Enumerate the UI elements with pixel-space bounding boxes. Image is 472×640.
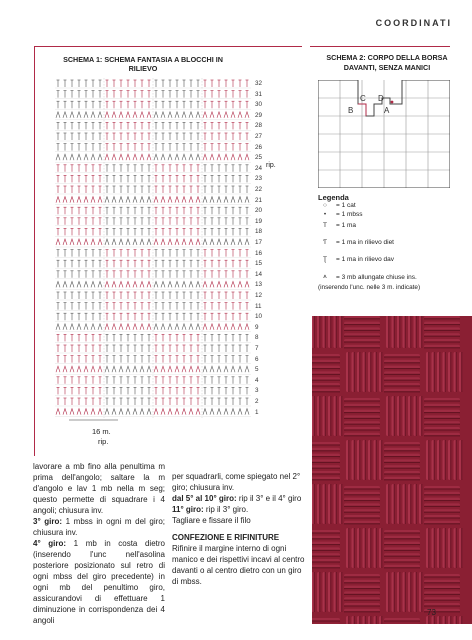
row-label: 16 (255, 249, 263, 257)
schema2-grid (318, 80, 450, 188)
legend-title: Legenda (318, 193, 349, 202)
frame-left (34, 46, 35, 456)
schema1-chart (55, 78, 251, 428)
schema1-title: SCHEMA 1: SCHEMA FANTASIA A BLOCCHI IN RILIEVO (63, 55, 223, 73)
row-label: 30 (255, 101, 263, 109)
schema2-letter-a: A (384, 106, 390, 115)
fabric-texture (312, 316, 472, 624)
row-label: 12 (255, 292, 263, 299)
row-label: 10 (255, 313, 263, 321)
row-label: 17 (255, 239, 263, 246)
row-label: 4 (255, 376, 259, 384)
legend-item: ⩚ = 3 mb allungate chiuse ins. (318, 273, 417, 281)
legend-item: Ƭ = 1 ma in rilievo diet (318, 239, 394, 246)
row-label: 27 (255, 133, 263, 140)
legend-item: T = 1 ma (318, 222, 356, 229)
row-label: 28 (255, 122, 263, 130)
row-label: 31 (255, 90, 263, 98)
schema1-bottom-rip: rip. (98, 437, 109, 446)
row-label: 5 (255, 366, 259, 374)
row-label: 24 (255, 164, 263, 172)
body-column-2: per squadrarli, come spiegato nel 2° giro; chiusura inv. dal 5° al 10° giro: rip il 3° e il 4° giro 11° giro: rip il 3° giro. Tagliare e fissare il filo CONFEZIONE E RIFINITURE Rifinire il margine interno di ogni manico e dei rispettivi incavi al centro davanti o al centro dietro con un giro di mbss. (172, 471, 307, 587)
row-label: 11 (255, 302, 262, 310)
legend-note: (inserendo l'unc. nelle 3 m. indicate) (318, 284, 421, 291)
row-label: 21 (255, 196, 263, 204)
row-label: 18 (255, 228, 263, 236)
legend-item: • = 1 mbss (318, 211, 363, 218)
legend-item: ○ = 1 cat (318, 202, 356, 209)
schema1-rip-right: rip. (266, 162, 276, 169)
section-header: COORDINATI (375, 18, 452, 28)
row-label: 13 (255, 281, 263, 289)
legend-item: Ʈ = 1 ma in rilievo dav (318, 256, 394, 263)
slip-stitch-icon: • (323, 211, 327, 218)
schema2-title: SCHEMA 2: CORPO DELLA BORSA DAVANTI, SENZA MANICI (326, 53, 448, 72)
back-post-icon: Ʈ (323, 256, 327, 263)
row-label: 3 (255, 387, 259, 395)
frame-top-left (34, 46, 302, 47)
row-label: 22 (255, 186, 263, 193)
row-label: 29 (255, 111, 263, 119)
row-label: 1 (255, 408, 259, 416)
row-label: 14 (255, 270, 263, 278)
fabric-photo (312, 316, 472, 624)
schema2-letter-b: B (348, 106, 354, 115)
row-label: 26 (255, 143, 263, 151)
row-label: 2 (255, 398, 259, 405)
page-number: 73 (427, 608, 436, 617)
row-label: 25 (255, 154, 263, 162)
schema2-letter-d: D (378, 94, 384, 103)
row-label: 9 (255, 323, 259, 331)
row-label: 15 (255, 260, 263, 268)
cluster-icon: ⩚ (323, 273, 327, 280)
row-label: 8 (255, 334, 259, 342)
schema1-stitch-count: 16 m. (92, 427, 111, 436)
section-title: CONFEZIONE E RIFINITURE (172, 533, 280, 542)
row-label: 6 (255, 355, 259, 363)
chain-icon: ○ (323, 202, 327, 209)
row-label: 32 (255, 80, 263, 87)
body-column-1: lavorare a mb fino alla penultima m prima dell'angolo; saltare la m d'angolo e lav 1 mb nella m seg; questo permette di squadrare i 4 angoli; chiusura inv. 3° giro: 1 mbss in ogni m del giro; chiusura inv. 4° giro: 1 mb in costa dietro (inserendo l'unc nell'asolina posteriore posizionato sul retro di ogni mbss del giro precedente) in ogni mb del penultimo giro, assicurandovi di effettuare 1 diminuzione in corrispondenza dei 4 angoli (33, 462, 165, 625)
row-label: 7 (255, 345, 259, 352)
dc-icon: T (323, 222, 327, 229)
row-label: 20 (255, 207, 263, 215)
schema2-letter-c: C (360, 94, 366, 103)
front-post-icon: Ƭ (323, 239, 327, 246)
row-label: 19 (255, 217, 263, 225)
row-label: 23 (255, 175, 263, 183)
frame-top-right (310, 46, 450, 47)
